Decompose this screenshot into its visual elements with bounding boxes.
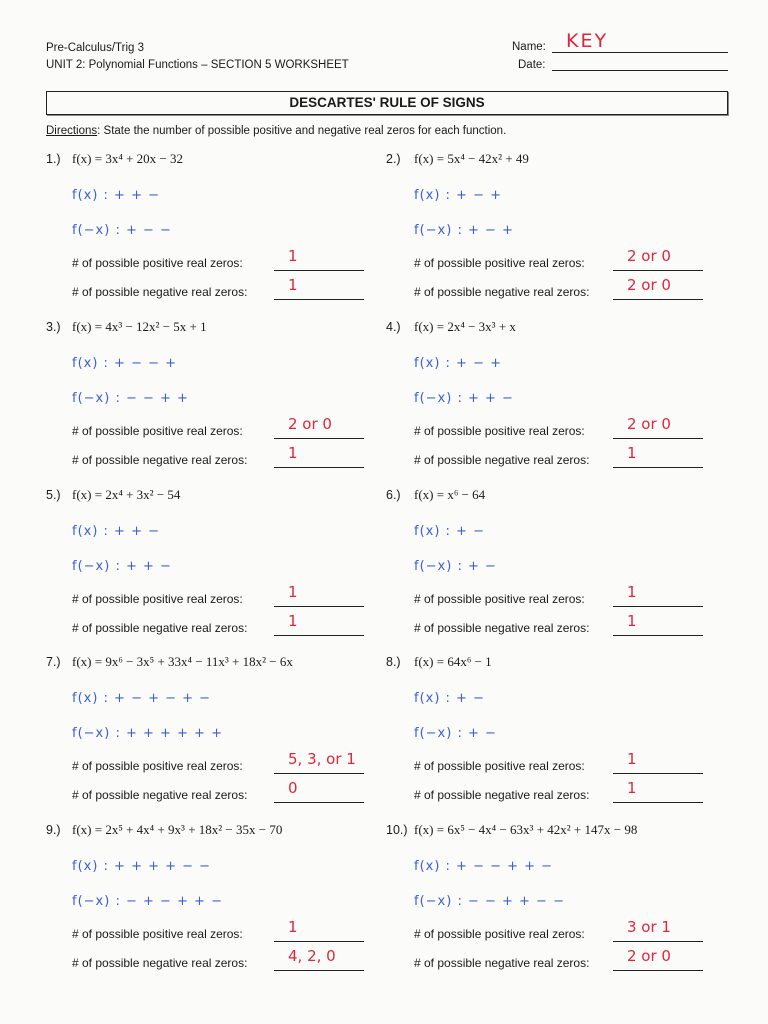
negative-answer-line	[274, 467, 364, 468]
sign-changes-fnx: f(−x) : + + −	[414, 391, 514, 406]
problem-number: 4.)	[386, 320, 401, 334]
negative-zeros-answer: 1	[288, 612, 298, 630]
positive-answer-line	[274, 606, 364, 607]
positive-zeros-answer: 1	[627, 750, 637, 768]
sign-changes-fnx: f(−x) : + −	[414, 726, 497, 741]
positive-answer-line	[274, 941, 364, 942]
negative-answer-line	[613, 970, 703, 971]
negative-zeros-answer: 1	[627, 612, 637, 630]
name-line	[552, 52, 728, 53]
negative-zeros-label: # of possible negative real zeros:	[414, 788, 590, 802]
negative-zeros-answer: 1	[288, 276, 298, 294]
sign-changes-fnx: f(−x) : + − −	[72, 223, 172, 238]
positive-answer-line	[613, 438, 703, 439]
negative-zeros-label: # of possible negative real zeros:	[414, 956, 590, 970]
directions-label: Directions	[46, 125, 98, 137]
problem-function: f(x) = 64x⁶ − 1	[414, 654, 492, 669]
name-label: Name:	[512, 41, 546, 53]
sign-changes-fx: f(x) : + − +	[414, 188, 503, 203]
negative-answer-line	[274, 299, 364, 300]
negative-answer-line	[274, 970, 364, 971]
problem-function: f(x) = 6x⁵ − 4x⁴ − 63x³ + 42x² + 147x − 98	[414, 822, 638, 837]
negative-zeros-answer: 2 or 0	[627, 947, 671, 965]
negative-zeros-label: # of possible negative real zeros:	[414, 453, 590, 467]
positive-zeros-label: # of possible positive real zeros:	[72, 592, 243, 606]
problem-function: f(x) = x⁶ − 64	[414, 487, 486, 502]
sign-changes-fnx: f(−x) : − − + + − −	[414, 894, 565, 909]
sign-changes-fnx: f(−x) : + + −	[72, 559, 172, 574]
problem-function: f(x) = 2x⁴ − 3x³ + x	[414, 319, 516, 334]
sign-changes-fx: f(x) : + − +	[414, 356, 503, 371]
problem-function: f(x) = 2x⁵ + 4x⁴ + 9x³ + 18x² − 35x − 70	[72, 822, 283, 837]
problem-number: 7.)	[46, 655, 61, 669]
directions-text: : State the number of possible positive and negative real zeros for each function.	[97, 125, 507, 137]
positive-zeros-answer: 1	[288, 918, 298, 936]
positive-zeros-answer: 2 or 0	[627, 415, 671, 433]
directions	[46, 123, 506, 140]
positive-answer-line	[274, 270, 364, 271]
positive-zeros-label: # of possible positive real zeros:	[72, 424, 243, 438]
negative-zeros-label: # of possible negative real zeros:	[414, 285, 590, 299]
negative-zeros-answer: 1	[627, 444, 637, 462]
negative-zeros-answer: 4, 2, 0	[288, 947, 336, 965]
negative-zeros-label: # of possible negative real zeros:	[414, 621, 590, 635]
positive-zeros-label: # of possible positive real zeros:	[72, 256, 243, 270]
negative-zeros-label: # of possible negative real zeros:	[72, 285, 248, 299]
positive-answer-line	[613, 606, 703, 607]
sign-changes-fx: f(x) : + −	[414, 524, 485, 539]
positive-zeros-label: # of possible positive real zeros:	[414, 759, 585, 773]
sign-changes-fnx: f(−x) : + − +	[414, 223, 514, 238]
problem-number: 8.)	[386, 655, 401, 669]
problem-number: 9.)	[46, 823, 61, 837]
date-label: Date:	[518, 59, 546, 71]
positive-zeros-answer: 2 or 0	[627, 247, 671, 265]
negative-answer-line	[613, 635, 703, 636]
negative-zeros-label: # of possible negative real zeros:	[72, 453, 248, 467]
positive-zeros-label: # of possible positive real zeros:	[414, 424, 585, 438]
sign-changes-fnx: f(−x) : + −	[414, 559, 497, 574]
sign-changes-fx: f(x) : + − − + + −	[414, 859, 554, 874]
sign-changes-fnx: f(−x) : + + + + + +	[72, 726, 223, 741]
sign-changes-fx: f(x) : + + + + − −	[72, 859, 212, 874]
positive-zeros-answer: 3 or 1	[627, 918, 671, 936]
problem-number: 3.)	[46, 320, 61, 334]
positive-answer-line	[274, 438, 364, 439]
positive-zeros-label: # of possible positive real zeros:	[72, 927, 243, 941]
sign-changes-fnx: f(−x) : − + − + + −	[72, 894, 223, 909]
problem-number: 1.)	[46, 152, 61, 166]
negative-answer-line	[274, 802, 364, 803]
sign-changes-fx: f(x) : + + −	[72, 188, 161, 203]
sign-changes-fx: f(x) : + −	[414, 691, 485, 706]
negative-zeros-label: # of possible negative real zeros:	[72, 956, 248, 970]
problem-function: f(x) = 3x⁴ + 20x − 32	[72, 151, 184, 166]
negative-zeros-answer: 2 or 0	[627, 276, 671, 294]
name-value: KEY	[566, 30, 609, 52]
problem-function: f(x) = 4x³ − 12x² − 5x + 1	[72, 319, 207, 334]
positive-answer-line	[613, 941, 703, 942]
negative-answer-line	[613, 802, 703, 803]
problem-number: 2.)	[386, 152, 401, 166]
positive-zeros-label: # of possible positive real zeros:	[414, 927, 585, 941]
sign-changes-fx: f(x) : + − + − + −	[72, 691, 212, 706]
negative-answer-line	[613, 467, 703, 468]
positive-answer-line	[613, 270, 703, 271]
problem-function: f(x) = 5x⁴ − 42x² + 49	[414, 151, 529, 166]
positive-zeros-label: # of possible positive real zeros:	[414, 592, 585, 606]
positive-answer-line	[613, 773, 703, 774]
positive-zeros-label: # of possible positive real zeros:	[72, 759, 243, 773]
problem-number: 5.)	[46, 488, 61, 502]
problem-number: 10.)	[386, 823, 408, 837]
course-title: Pre-Calculus/Trig 3	[46, 42, 144, 54]
negative-zeros-answer: 1	[627, 779, 637, 797]
positive-answer-line	[274, 773, 364, 774]
worksheet-title: DESCARTES' RULE OF SIGNS	[46, 91, 728, 115]
positive-zeros-answer: 1	[288, 247, 298, 265]
unit-title: UNIT 2: Polynomial Functions – SECTION 5 WORKSHEET	[46, 59, 349, 71]
positive-zeros-answer: 5, 3, or 1	[288, 750, 356, 768]
negative-zeros-label: # of possible negative real zeros:	[72, 621, 248, 635]
sign-changes-fx: f(x) : + − − +	[72, 356, 178, 371]
positive-zeros-answer: 2 or 0	[288, 415, 332, 433]
problem-number: 6.)	[386, 488, 401, 502]
positive-zeros-answer: 1	[627, 583, 637, 601]
sign-changes-fx: f(x) : + + −	[72, 524, 161, 539]
problem-function: f(x) = 2x⁴ + 3x² − 54	[72, 487, 181, 502]
positive-zeros-label: # of possible positive real zeros:	[414, 256, 585, 270]
problem-function: f(x) = 9x⁶ − 3x⁵ + 33x⁴ − 11x³ + 18x² − 6x	[72, 654, 293, 669]
sign-changes-fnx: f(−x) : − − + +	[72, 391, 189, 406]
negative-zeros-answer: 1	[288, 444, 298, 462]
negative-zeros-answer: 0	[288, 779, 298, 797]
positive-zeros-answer: 1	[288, 583, 298, 601]
negative-answer-line	[613, 299, 703, 300]
negative-zeros-label: # of possible negative real zeros:	[72, 788, 248, 802]
date-line	[552, 70, 728, 71]
negative-answer-line	[274, 635, 364, 636]
